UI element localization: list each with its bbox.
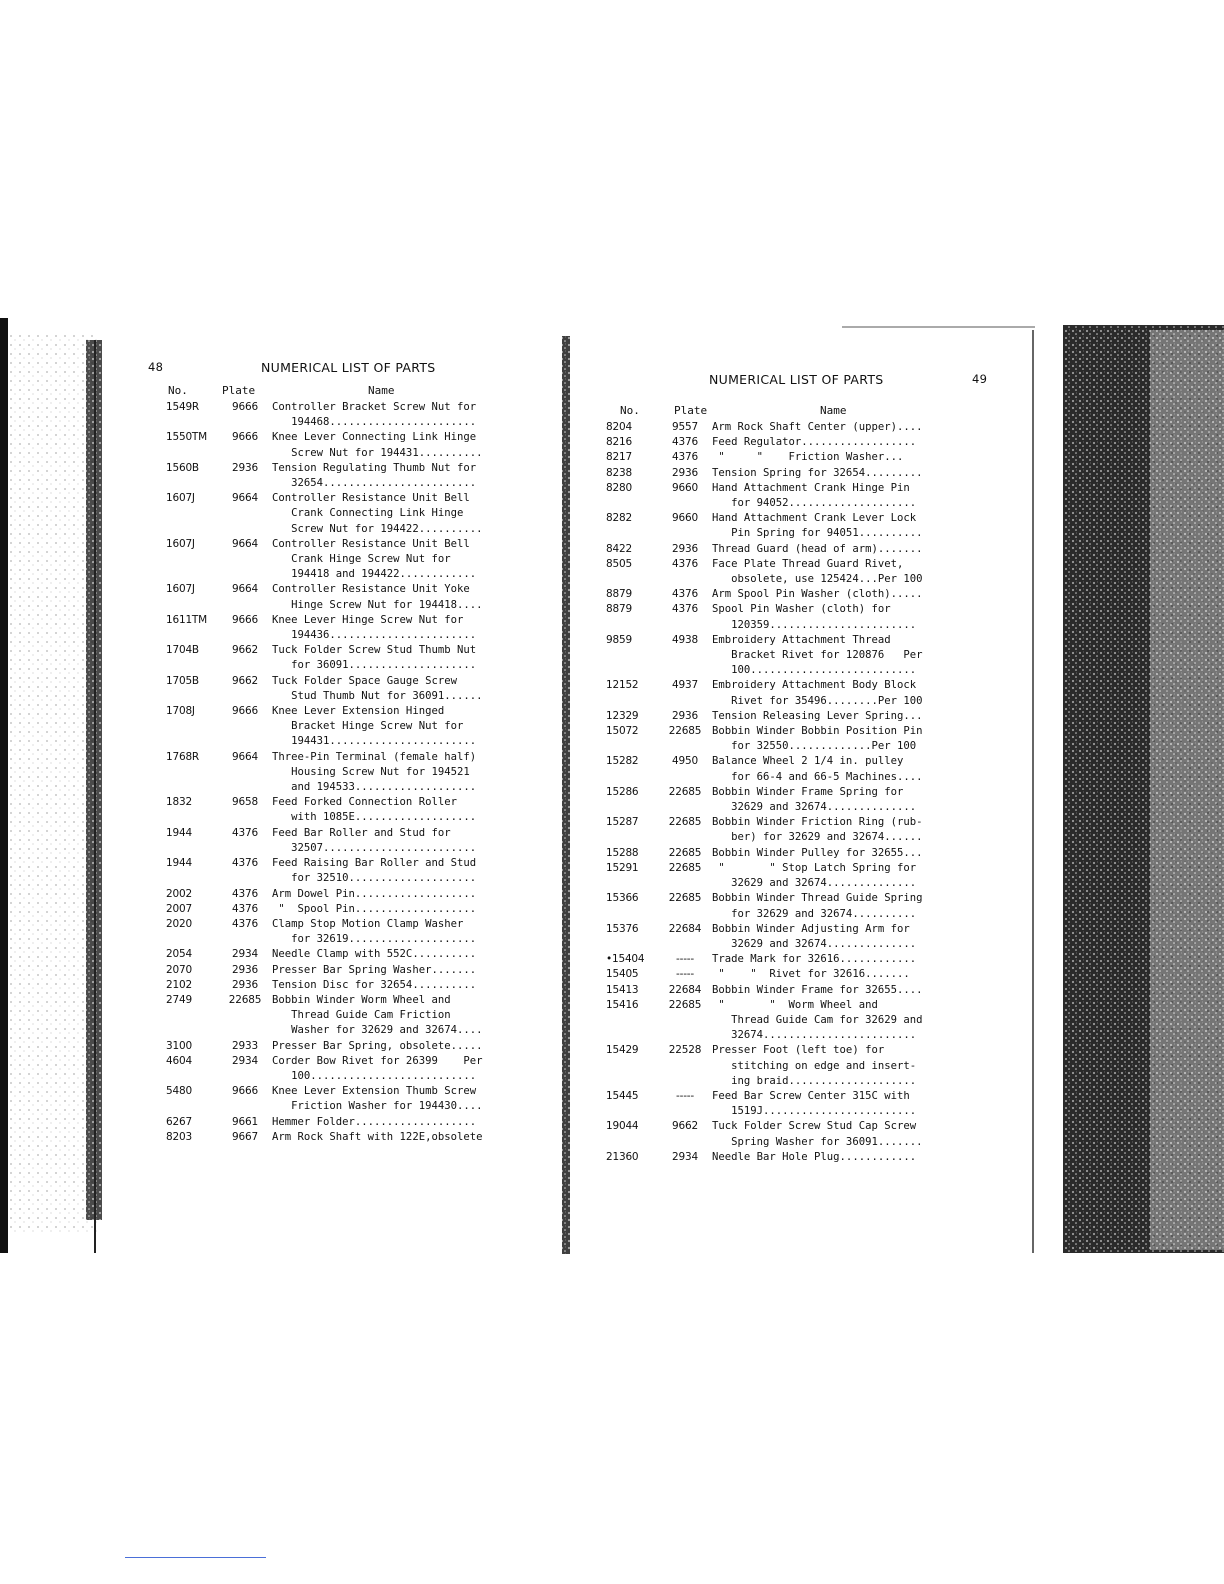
plate-number: 9666 xyxy=(232,431,258,444)
part-row xyxy=(166,430,540,460)
part-name: Presser Bar Spring, obsolete..... xyxy=(272,1039,483,1052)
part-name: " " Rivet for 32616....... xyxy=(712,968,910,981)
part-number: 1705B xyxy=(166,674,199,687)
part-name: Feed Bar Roller and Stud for 32507........................ xyxy=(272,826,477,854)
part-row xyxy=(606,587,998,602)
part-row xyxy=(166,1039,540,1054)
part-number: 5480 xyxy=(166,1085,192,1098)
part-name: Tuck Folder Space Gauge Screw Stud Thumb Nut for 36091...... xyxy=(272,674,483,702)
part-row xyxy=(166,795,540,825)
part-row xyxy=(606,998,998,1044)
plate-number: 22685 xyxy=(668,861,702,874)
part-number: •15404 xyxy=(606,953,645,966)
part-number: 1549R xyxy=(166,401,200,413)
plate-number: 9664 xyxy=(232,750,258,763)
part-number: 1704B xyxy=(166,644,199,657)
part-name: Tension Disc for 32654.......... xyxy=(272,978,477,991)
plate-number: 9662 xyxy=(232,644,258,657)
part-name: Feed Regulator.................. xyxy=(712,436,917,449)
part-number: 1944 xyxy=(166,857,192,870)
plate-number: 9662 xyxy=(672,1120,698,1133)
plate-number: 4376 xyxy=(232,887,258,900)
part-number: 4604 xyxy=(166,1054,192,1067)
part-number: 8204 xyxy=(606,421,632,433)
part-name: Embroidery Attachment Thread Bracket Rivet for 120876 Per 100.......................... xyxy=(712,633,923,677)
part-row xyxy=(606,967,998,982)
part-number: 2054 xyxy=(166,948,192,961)
part-name: Bobbin Winder Pulley for 32655... xyxy=(712,846,923,859)
part-row xyxy=(166,1115,540,1130)
part-row xyxy=(166,902,540,917)
part-name: Tension Regulating Thumb Nut for 32654........................ xyxy=(272,461,477,490)
left-page-header xyxy=(140,360,540,380)
part-row xyxy=(166,400,540,430)
plate-number: 9557 xyxy=(672,421,698,433)
part-row xyxy=(606,633,998,679)
part-name: Trade Mark for 32616............ xyxy=(712,953,917,966)
part-number: 15429 xyxy=(606,1044,639,1057)
part-row xyxy=(606,891,998,921)
part-row xyxy=(606,846,998,861)
plate-number: 4376 xyxy=(672,603,698,616)
plate-number: 22685 xyxy=(668,816,702,829)
part-name: Clamp Stop Motion Clamp Washer for 32619.................... xyxy=(272,917,477,946)
part-name: Controller Resistance Unit Bell Crank Hinge Screw Nut for 194418 and 194422............ xyxy=(272,537,477,581)
part-row xyxy=(606,557,998,587)
part-name: Spool Pin Washer (cloth) for 120359....................... xyxy=(712,603,917,631)
part-name: Balance Wheel 2 1/4 in. pulley for 66-4 and 66-5 Machines.... xyxy=(712,755,923,783)
part-name: Knee Lever Extension Hinged Bracket Hinge Screw Nut for 194431....................... xyxy=(272,705,477,748)
part-row xyxy=(166,1130,540,1145)
part-number: 1611TM xyxy=(166,613,207,626)
plate-number: 2936 xyxy=(672,542,698,555)
part-number: 2102 xyxy=(166,978,192,991)
part-number: 15286 xyxy=(606,785,639,798)
part-number: 15287 xyxy=(606,816,639,829)
part-name: Hemmer Folder................... xyxy=(272,1115,477,1128)
column-headers xyxy=(598,404,998,420)
plate-number: 4376 xyxy=(232,917,258,930)
plate-number: 2934 xyxy=(232,1054,258,1067)
part-row xyxy=(166,537,540,583)
part-number: 8216 xyxy=(606,436,632,449)
part-row xyxy=(606,724,998,754)
part-name: Bobbin Winder Bobbin Position Pin for 32550.............Per 100 xyxy=(712,725,923,753)
part-name: Controller Resistance Unit Yoke Hinge Screw Nut for 194418.... xyxy=(272,583,483,611)
part-row xyxy=(606,922,998,952)
right-page xyxy=(598,372,998,1165)
part-name: Bobbin Winder Thread Guide Spring for 32629 and 32674.......... xyxy=(712,892,923,920)
part-row xyxy=(606,785,998,815)
plate-number: 2936 xyxy=(232,978,258,991)
column-headers xyxy=(140,384,540,400)
part-name: Tuck Folder Screw Stud Thumb Nut for 36091.................... xyxy=(272,644,477,672)
plate-number: 9662 xyxy=(232,674,258,687)
plate-number: 9664 xyxy=(232,583,258,596)
part-number: 2070 xyxy=(166,963,192,976)
part-row xyxy=(606,602,998,632)
part-name: Arm Dowel Pin................... xyxy=(272,887,477,900)
col-no-header: No. xyxy=(168,384,188,397)
plate-number: 9661 xyxy=(232,1115,258,1128)
plate-number: 9664 xyxy=(232,492,258,505)
part-number: 9859 xyxy=(606,633,632,646)
plate-number: 4376 xyxy=(672,588,698,601)
part-number: 8203 xyxy=(166,1130,192,1143)
plate-number: 9658 xyxy=(232,796,258,809)
part-number: 1607J xyxy=(166,583,195,596)
plate-number: 22685 xyxy=(668,998,702,1011)
part-row xyxy=(606,952,998,967)
plate-number: 4376 xyxy=(672,557,698,570)
part-row xyxy=(606,754,998,784)
part-number: 2749 xyxy=(166,993,192,1006)
plate-number: 4376 xyxy=(672,451,698,464)
col-plate-header: Plate xyxy=(222,384,256,397)
left-margin-noise xyxy=(8,335,98,1235)
part-name: Arm Rock Shaft Center (upper).... xyxy=(712,421,923,433)
part-number: 8505 xyxy=(606,557,632,570)
plate-number: 9666 xyxy=(232,1085,258,1098)
part-name: Face Plate Thread Guard Rivet, obsolete, use 125424...Per 100 xyxy=(712,557,923,586)
part-number: 8422 xyxy=(606,542,632,555)
part-number: 3100 xyxy=(166,1039,192,1052)
part-name: Controller Resistance Unit Bell Crank Connecting Link Hinge Screw Nut for 194422.......... xyxy=(272,492,483,535)
part-row xyxy=(606,481,998,511)
part-number: 1708J xyxy=(166,705,195,718)
part-number: 1607J xyxy=(166,492,195,505)
part-name: " Spool Pin................... xyxy=(272,902,477,915)
part-number: 15291 xyxy=(606,861,639,874)
plate-number: 4938 xyxy=(672,633,698,646)
plate-number: 9666 xyxy=(232,613,258,626)
part-number: 8217 xyxy=(606,451,632,464)
part-row xyxy=(166,582,540,612)
part-row xyxy=(606,861,998,891)
part-row xyxy=(606,983,998,998)
part-row xyxy=(606,1119,998,1149)
plate-number: 22685 xyxy=(668,785,702,798)
plate-number: 2933 xyxy=(232,1039,258,1052)
plate-number: 9664 xyxy=(232,537,258,550)
part-name: Bobbin Winder Adjusting Arm for 32629 and 32674.............. xyxy=(712,922,917,950)
part-row xyxy=(166,704,540,750)
part-number: 8879 xyxy=(606,588,632,601)
part-number: 2002 xyxy=(166,887,192,900)
part-number: 15376 xyxy=(606,922,639,935)
part-number: 15405 xyxy=(606,968,639,981)
part-number: 1607J xyxy=(166,537,195,550)
plate-number: 4376 xyxy=(672,436,698,449)
part-number: 1768R xyxy=(166,750,200,763)
plate-number: 4376 xyxy=(232,826,258,839)
part-row xyxy=(606,511,998,541)
part-row xyxy=(166,674,540,704)
part-name: Knee Lever Connecting Link Hinge Screw Nut for 194431.......... xyxy=(272,431,483,459)
part-name: Feed Raising Bar Roller and Stud for 32510.................... xyxy=(272,857,477,885)
part-number: 12329 xyxy=(606,709,639,722)
part-name: Three-Pin Terminal (female half) Housing Screw Nut for 194521 and 194533................... xyxy=(272,750,477,794)
part-name: Arm Spool Pin Washer (cloth)..... xyxy=(712,588,923,601)
plate-number: 22528 xyxy=(668,1044,702,1057)
plate-number: 2936 xyxy=(672,709,698,722)
part-name: Bobbin Winder Frame for 32655.... xyxy=(712,983,923,996)
part-number: 8280 xyxy=(606,481,632,494)
part-row xyxy=(606,542,998,557)
part-name: Arm Rock Shaft with 122E,obsolete xyxy=(272,1130,483,1143)
part-name: Tension Releasing Lever Spring... xyxy=(712,709,923,722)
footer-rule xyxy=(125,1557,266,1558)
part-row xyxy=(166,917,540,947)
plate-number: 4937 xyxy=(672,679,698,692)
col-no-header: No. xyxy=(620,404,640,417)
plate-number: 2936 xyxy=(232,461,258,474)
part-number: 8238 xyxy=(606,466,632,479)
center-gutter xyxy=(562,336,570,1254)
part-number: 15072 xyxy=(606,725,639,738)
part-number: 15413 xyxy=(606,983,639,996)
part-row xyxy=(166,947,540,962)
part-number: 2007 xyxy=(166,902,192,915)
part-name: " " Friction Washer... xyxy=(712,451,904,464)
part-row xyxy=(166,826,540,856)
plate-number: ----- xyxy=(676,953,694,966)
part-name: Tension Spring for 32654......... xyxy=(712,466,923,479)
part-number: 8879 xyxy=(606,603,632,616)
plate-number: 22685 xyxy=(668,892,702,905)
part-row xyxy=(166,993,540,1039)
plate-number: 2936 xyxy=(672,466,698,479)
part-name: Corder Bow Rivet for 26399 Per 100.......................... xyxy=(272,1054,483,1082)
part-name: Bobbin Winder Worm Wheel and Thread Guide Cam Friction Washer for 32629 and 32674.... xyxy=(272,993,483,1037)
left-edge-shadow xyxy=(0,318,8,1253)
part-name: Embroidery Attachment Body Block Rivet for 35496........Per 100 xyxy=(712,679,923,707)
part-number: 15416 xyxy=(606,998,639,1011)
part-number: 1560B xyxy=(166,461,199,474)
part-name: Controller Bracket Screw Nut for 194468....................... xyxy=(272,401,477,429)
part-name: Hand Attachment Crank Hinge Pin for 94052.................... xyxy=(712,481,917,510)
col-name-header: Name xyxy=(820,404,847,417)
part-number: 15366 xyxy=(606,892,639,905)
part-name: Needle Clamp with 552C.......... xyxy=(272,948,477,961)
plate-number: 9667 xyxy=(232,1130,258,1143)
plate-number: ----- xyxy=(676,1089,694,1102)
part-number: 6267 xyxy=(166,1115,192,1128)
part-row xyxy=(606,435,998,450)
plate-number: 4950 xyxy=(672,755,698,768)
part-name: Hand Attachment Crank Lever Lock Pin Spring for 94051.......... xyxy=(712,512,923,540)
plate-number: 22685 xyxy=(228,993,262,1006)
plate-number: 2936 xyxy=(232,963,258,976)
part-row xyxy=(166,963,540,978)
part-row xyxy=(606,450,998,465)
part-name: Needle Bar Hole Plug............ xyxy=(712,1150,917,1163)
plate-number: 22685 xyxy=(668,725,702,738)
part-row xyxy=(166,750,540,796)
part-name: " " Worm Wheel and Thread Guide Cam for 32629 and 32674........................ xyxy=(718,998,923,1042)
part-number: 1832 xyxy=(166,796,192,809)
part-row xyxy=(606,420,998,435)
plate-number: 4376 xyxy=(232,857,258,870)
plate-number: 4376 xyxy=(232,902,258,915)
part-name: Bobbin Winder Friction Ring (rub- ber) for 32629 and 32674...... xyxy=(712,816,923,844)
part-number: 15282 xyxy=(606,755,639,768)
part-number: 8282 xyxy=(606,512,632,525)
part-row xyxy=(606,709,998,724)
part-row xyxy=(606,1150,998,1165)
part-row xyxy=(166,491,540,537)
parts-list xyxy=(140,400,540,1145)
page-number: 48 xyxy=(148,360,164,374)
part-row xyxy=(166,643,540,673)
right-page-header xyxy=(598,372,998,392)
part-number: 15288 xyxy=(606,846,639,859)
col-name-header: Name xyxy=(368,384,395,397)
part-row xyxy=(166,856,540,886)
plate-number: 9666 xyxy=(232,401,258,413)
plate-number: 22684 xyxy=(668,922,702,935)
part-number: 21360 xyxy=(606,1150,639,1163)
part-name: Knee Lever Extension Thumb Screw Friction Washer for 194430.... xyxy=(272,1085,483,1113)
part-row xyxy=(166,461,540,491)
page-number: 49 xyxy=(972,372,988,386)
part-number: 12152 xyxy=(606,679,639,692)
part-name: Feed Forked Connection Roller with 1085E................... xyxy=(272,796,477,824)
part-number: 15445 xyxy=(606,1089,639,1102)
part-name: Tuck Folder Screw Stud Cap Screw Spring Washer for 36091....... xyxy=(712,1120,923,1148)
col-plate-header: Plate xyxy=(674,404,708,417)
part-row xyxy=(166,887,540,902)
part-row xyxy=(606,1089,998,1119)
part-row xyxy=(606,1043,998,1089)
plate-number: 22685 xyxy=(668,846,702,859)
part-name: Feed Bar Screw Center 315C with 1519J........................ xyxy=(712,1089,917,1118)
part-row xyxy=(166,978,540,993)
part-row xyxy=(606,815,998,845)
plate-number: 9666 xyxy=(232,705,258,718)
part-row xyxy=(166,1084,540,1114)
page-title: NUMERICAL LIST OF PARTS xyxy=(261,360,436,375)
part-row xyxy=(606,466,998,481)
part-number: 1944 xyxy=(166,826,192,839)
part-name: Bobbin Winder Frame Spring for 32629 and 32674.............. xyxy=(712,785,917,814)
part-number: 19044 xyxy=(606,1120,639,1133)
plate-number: 9660 xyxy=(672,481,698,494)
part-row xyxy=(606,678,998,708)
plate-number: ----- xyxy=(676,968,694,981)
part-name: Knee Lever Hinge Screw Nut for 194436....................... xyxy=(272,613,477,642)
part-number: 1550TM xyxy=(166,431,207,444)
plate-number: 9660 xyxy=(672,512,698,525)
part-name: Thread Guard (head of arm)....... xyxy=(712,542,923,555)
part-name: " " Stop Latch Spring for 32629 and 32674.............. xyxy=(718,861,917,890)
part-row xyxy=(166,1054,540,1084)
part-row xyxy=(166,613,540,643)
plate-number: 2934 xyxy=(232,948,258,961)
plate-number: 22684 xyxy=(668,983,702,996)
plate-number: 2934 xyxy=(672,1150,698,1163)
left-page xyxy=(140,360,540,1145)
part-name: Presser Bar Spring Washer....... xyxy=(272,963,477,976)
parts-list xyxy=(598,420,998,1165)
part-number: 2020 xyxy=(166,917,192,930)
part-name: Presser Foot (left toe) for stitching on edge and insert- ing braid.................... xyxy=(712,1044,917,1087)
page-title: NUMERICAL LIST OF PARTS xyxy=(709,372,884,387)
